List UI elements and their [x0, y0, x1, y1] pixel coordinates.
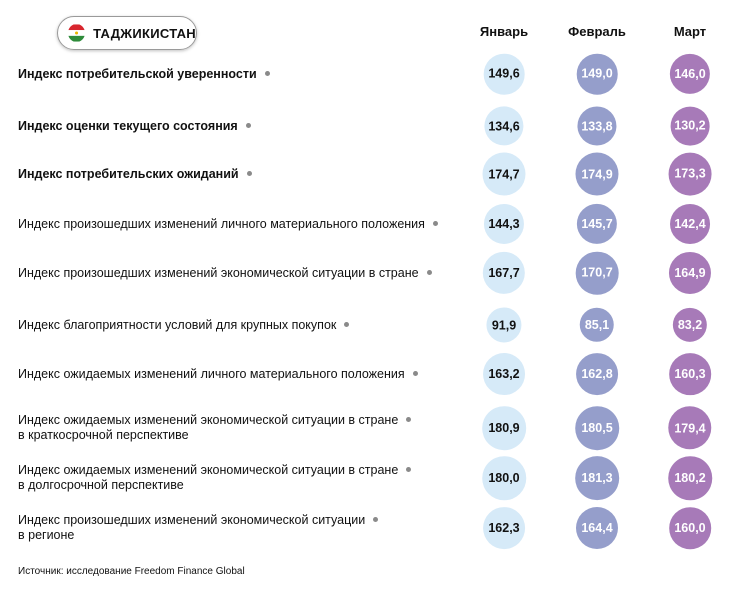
value-bubble-mar: 164,9	[669, 252, 711, 294]
value-bubble-mar: 160,3	[669, 353, 711, 395]
row-label-line: Индекс потребительской уверенности	[18, 66, 257, 81]
value-bubble-feb: 149,0	[577, 54, 618, 95]
value-bubble-mar: 130,2	[671, 107, 710, 146]
value-bubble-jan: 149,6	[484, 54, 525, 95]
value-bubble-jan: 162,3	[483, 507, 525, 549]
row-label-line: Индекс ожидаемых изменений экономической ситуации в стране	[18, 463, 399, 477]
row-bullet-dot	[413, 371, 418, 376]
row-label-line: Индекс произошедших изменений экономической ситуации	[18, 513, 366, 527]
value-bubble-jan: 91,9	[486, 307, 521, 342]
value-bubble-feb: 181,3	[575, 456, 619, 500]
row-label	[18, 463, 411, 493]
row-label-line: Индекс произошедших изменений личного материального положения	[18, 216, 425, 231]
row-label	[18, 513, 378, 543]
value-bubble-mar: 179,4	[668, 406, 711, 449]
value-bubble-feb: 162,8	[576, 353, 618, 395]
country-badge	[57, 16, 197, 50]
value-bubble-feb: 133,8	[577, 106, 616, 145]
row-bullet-dot	[344, 322, 349, 327]
value-bubble-jan: 180,0	[482, 456, 526, 500]
row-label-line: Индекс ожидаемых изменений личного материального положения	[18, 366, 405, 381]
value-bubble-jan: 174,7	[482, 152, 525, 195]
country-name: ТАДЖИКИСТАН	[93, 25, 196, 41]
row-label	[18, 167, 252, 182]
value-bubble-jan: 167,7	[483, 252, 525, 294]
value-bubble-feb: 174,9	[575, 152, 618, 195]
value-bubble-jan: 144,3	[484, 204, 524, 244]
row-label	[18, 217, 438, 232]
value-bubble-mar: 83,2	[673, 308, 707, 342]
column-header-january: Январь	[479, 24, 529, 39]
row-label	[18, 119, 251, 134]
value-bubble-feb: 164,4	[576, 507, 618, 549]
column-header-march: Март	[673, 24, 707, 39]
column-header-february: Февраль	[568, 24, 626, 39]
value-bubble-jan: 163,2	[483, 353, 525, 395]
value-bubble-mar: 142,4	[670, 204, 710, 244]
source-note: Источник: исследование Freedom Finance Global	[18, 566, 245, 577]
row-label-line: в краткосрочной перспективе	[18, 428, 189, 442]
value-bubble-mar: 173,3	[669, 153, 712, 196]
row-label	[18, 318, 349, 333]
value-bubble-feb: 85,1	[580, 308, 614, 342]
row-label-line: Индекс произошедших изменений экономической ситуации в стране	[18, 265, 419, 280]
row-bullet-dot	[406, 467, 411, 472]
row-bullet-dot	[427, 270, 432, 275]
value-bubble-jan: 134,6	[484, 106, 523, 145]
row-label-line: Индекс оценки текущего состояния	[18, 118, 238, 133]
row-label	[18, 67, 270, 82]
row-label	[18, 367, 418, 382]
value-bubble-mar: 146,0	[670, 54, 710, 94]
row-bullet-dot	[265, 71, 270, 76]
row-bullet-dot	[433, 221, 438, 226]
value-bubble-mar: 180,2	[668, 456, 712, 500]
value-bubble-feb: 170,7	[576, 252, 619, 295]
row-bullet-dot	[247, 171, 252, 176]
tajikistan-flag-icon	[68, 24, 85, 42]
row-label-line: Индекс потребительских ожиданий	[18, 166, 239, 181]
value-bubble-feb: 145,7	[577, 204, 617, 244]
value-bubble-feb: 180,5	[575, 406, 619, 450]
value-bubble-jan: 180,9	[482, 406, 526, 450]
row-label	[18, 266, 432, 281]
row-bullet-dot	[373, 517, 378, 522]
row-label	[18, 413, 411, 443]
row-label-line: в регионе	[18, 528, 75, 542]
value-bubble-mar: 160,0	[669, 507, 711, 549]
row-label-line: Индекс благоприятности условий для крупных покупок	[18, 317, 337, 332]
row-label-line: в долгосрочной перспективе	[18, 478, 184, 492]
row-bullet-dot	[246, 123, 251, 128]
row-bullet-dot	[406, 417, 411, 422]
row-label-line: Индекс ожидаемых изменений экономической ситуации в стране	[18, 413, 399, 427]
